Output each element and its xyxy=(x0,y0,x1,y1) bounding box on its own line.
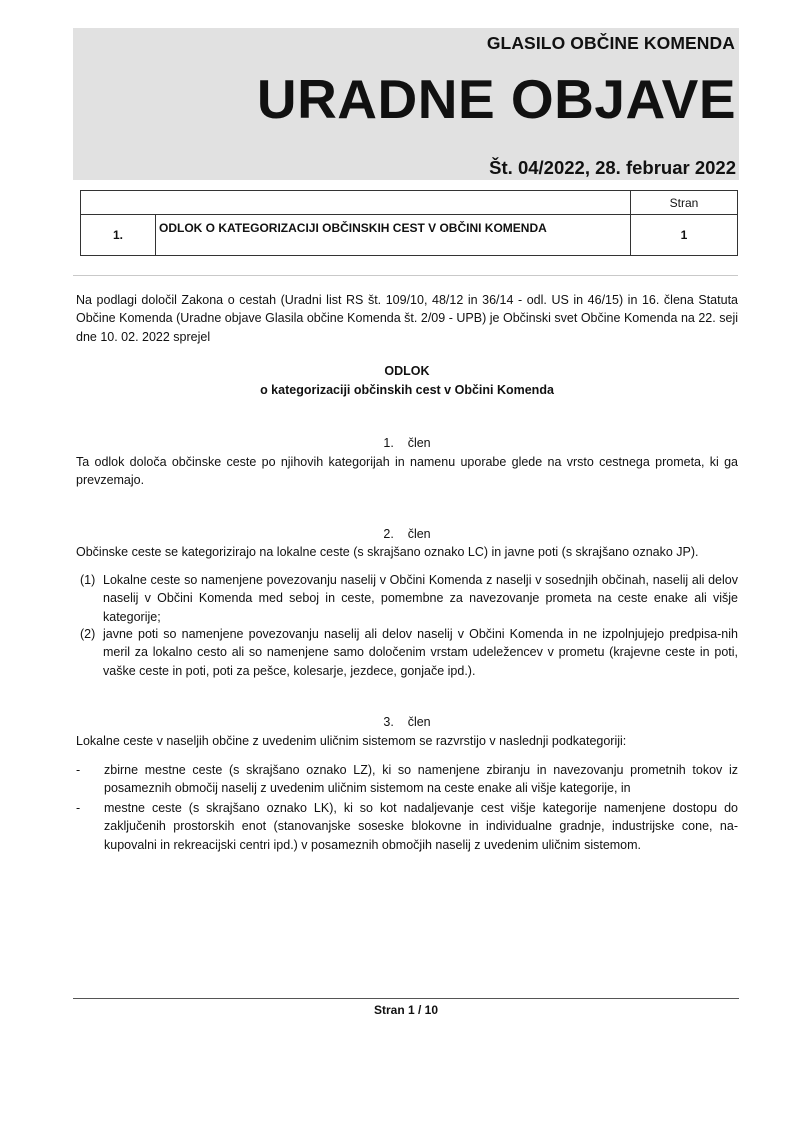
list-item-mark: - xyxy=(76,801,81,815)
publication-name: GLASILO OBČINE KOMENDA xyxy=(486,33,735,53)
toc-item-title[interactable]: ODLOK O KATEGORIZACIJI OBČINSKIH CEST V OBČINI KOMENDA xyxy=(156,215,631,256)
article-1-heading: 1. člen xyxy=(383,436,431,450)
list-item-mark: - xyxy=(76,763,81,777)
article-3-text: Lokalne ceste v naseljih občine z uvedenim uličnim sistemom se razvrstijo v naslednji podkategoriji: xyxy=(76,734,627,748)
list-item xyxy=(76,799,738,854)
footer-divider xyxy=(73,998,739,999)
list-item xyxy=(76,761,738,798)
article-2-text: Občinske ceste se kategorizirajo na lokalne ceste (s skrajšano oznako LC) in javne poti (s skrajšano oznako JP). xyxy=(76,545,699,559)
toc-header-blank xyxy=(81,191,631,215)
toc-item-number: 1. xyxy=(81,215,156,256)
table-of-contents xyxy=(80,190,738,256)
toc-header-row xyxy=(81,191,738,215)
page-title: URADNE OBJAVE xyxy=(256,68,736,130)
list-item-mark: (1) xyxy=(80,573,96,587)
table-row xyxy=(81,215,738,256)
article-1-text: Ta odlok določa občinske ceste po njihovih kategorijah in namenu uporabe glede na vrsto cestnega prometa, ki ga prevzemajo. xyxy=(76,455,738,488)
list-item xyxy=(80,571,738,626)
preamble: Na podlagi določil Zakona o cestah (Uradni list RS št. 109/10, 48/12 in 36/14 - odl. US in 46/15) in 16. člena Statuta Občine Komenda (Uradne objave Glasila občine Komenda št. 2/09 - UPB) je Občinski svet Občine Komenda na 22. seji dne 10. 02. 2022 sprejel xyxy=(76,293,738,344)
list-item xyxy=(80,625,738,680)
decree-subtitle: o kategorizaciji občinskih cest v Občini Komenda xyxy=(260,383,554,397)
divider xyxy=(73,275,738,276)
article-3-heading: 3. člen xyxy=(383,715,431,729)
page-number: Stran 1 / 10 xyxy=(373,1003,439,1017)
toc-item-page: 1 xyxy=(631,215,738,256)
list-item-text: Lokalne ceste so namenjene povezovanju naselij v Občini Komenda z naselji v sosednjih občinah, naselij ali delov naselij v Občini Komenda med seboj in ceste, pomembne za navezovanje prometa na ceste enake ali višje kategorije; xyxy=(103,573,738,624)
toc-page-header: Stran xyxy=(631,191,738,215)
article-2-heading: 2. člen xyxy=(383,527,431,541)
list-item-text: javne poti so namenjene povezovanju naselij ali delov naselij v Občini Komenda in ne izpolnjujejo predpisa-nih meril za lokalno cesto ali so namenjene samo določenim vrstam udeležencev v prometu (krajevne ceste in poti, vaške ceste in poti, poti za pešce, kolesarje, jezdece, gonjače ipd.). xyxy=(103,627,738,678)
list-item-mark: (2) xyxy=(80,627,96,641)
list-item-text: zbirne mestne ceste (s skrajšano oznako LZ), ki so namenjene zbiranju in navezovanju prometnih tokov iz posameznih območij naselij z uvedenim uličnim sistemom na ceste enake ali višje kategorije, in xyxy=(104,763,738,796)
masthead xyxy=(73,28,739,180)
issue-number: Št. 04/2022, 28. februar 2022 xyxy=(489,157,736,178)
list-item-text: mestne ceste (s skrajšano oznako LK), ki so kot nadaljevanje cest višje kategorije namenjene dostopu do zaključenih prostorskih enot (stanovanjske soseske blokovne in individualne gradnje, industrijske cone, na-kupovalni in rekreacijski centri ipd.) v posameznih območjih naselij z uvedenim uličnim sistemom. xyxy=(104,801,738,852)
decree-title: ODLOK xyxy=(384,364,430,378)
